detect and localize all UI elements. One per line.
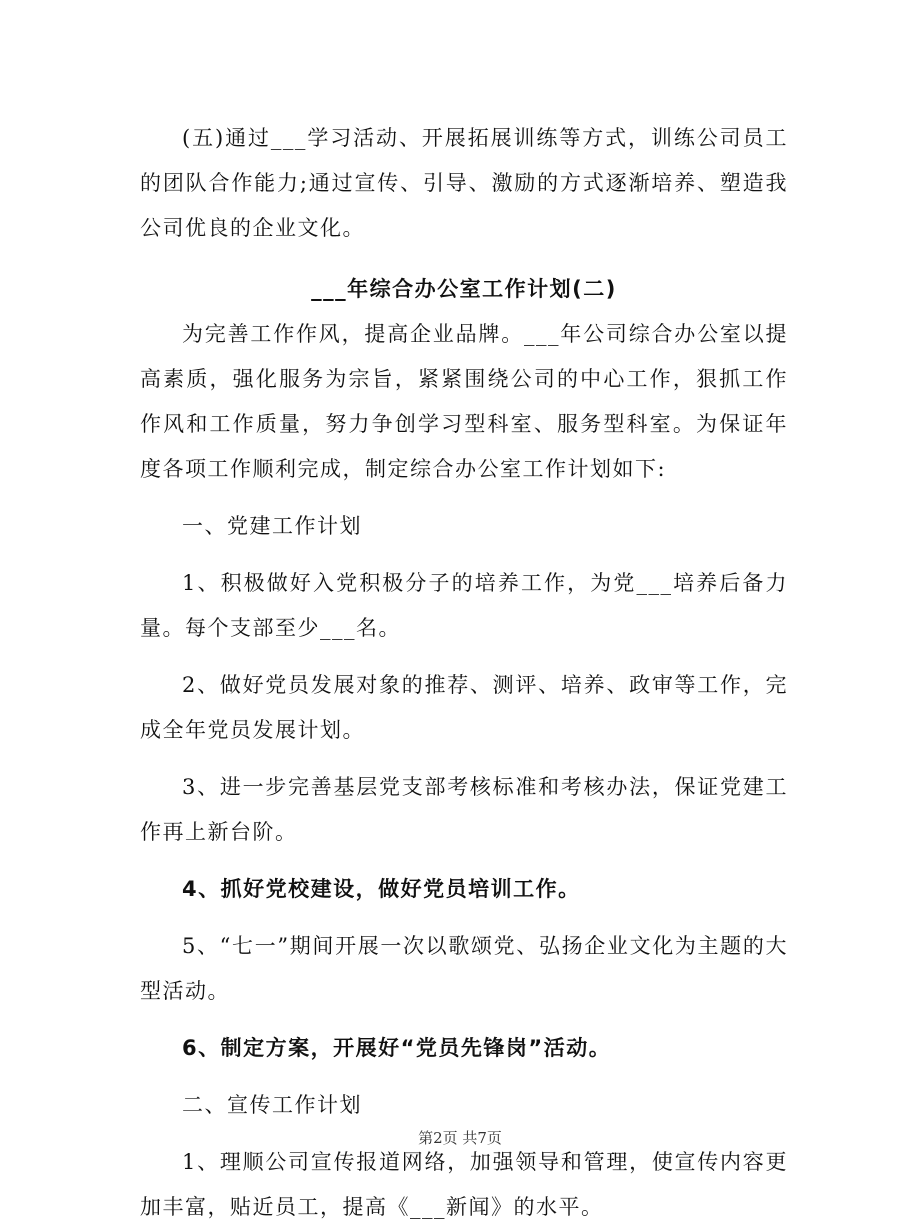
list-item-party-1: 1、积极做好入党积极分子的培养工作，为党___培养后备力量。每个支部至少___名。 (140, 571, 788, 640)
heading-party-building: 一、党建工作计划 (182, 514, 362, 538)
section-title: ___年综合办公室工作计划(二) (311, 277, 617, 301)
paragraph-intro: 为完善工作作风，提高企业品牌。___年公司综合办公室以提高素质，强化服务为宗旨，紧紧围绕公司的中心工作，狠抓工作作风和工作质量，努力争创学习型科室、服务型科室。为保证年度各项工作顺利完成，制定综合办公室工作计划如下: (140, 322, 788, 481)
page-number-footer: 第2页 共7页 (418, 1129, 502, 1147)
list-item-party-2: 2、做好党员发展对象的推荐、测评、培养、政审等工作，完成全年党员发展计划。 (140, 673, 788, 742)
list-item-publicity-1: 1、理顺公司宣传报道网络，加强领导和管理，使宣传内容更加丰富，贴近员工，提高《___新闻》的水平。 (140, 1150, 788, 1219)
document-body (140, 116, 788, 1230)
list-item-party-3: 3、进一步完善基层党支部考核标准和考核办法，保证党建工作再上新台阶。 (140, 775, 788, 844)
paragraph-training: (五)通过___学习活动、开展拓展训练等方式，训练公司员工的团队合作能力;通过宣传、引导、激励的方式逐渐培养、塑造我公司优良的企业文化。 (140, 126, 788, 240)
list-item-party-6: 6、制定方案，开展好“党员先锋岗”活动。 (182, 1036, 612, 1060)
list-item-party-5: 5、“七一”期间开展一次以歌颂党、弘扬企业文化为主题的大型活动。 (140, 934, 788, 1003)
heading-publicity: 二、宣传工作计划 (182, 1093, 362, 1117)
list-item-party-4: 4、抓好党校建设，做好党员培训工作。 (182, 877, 581, 901)
